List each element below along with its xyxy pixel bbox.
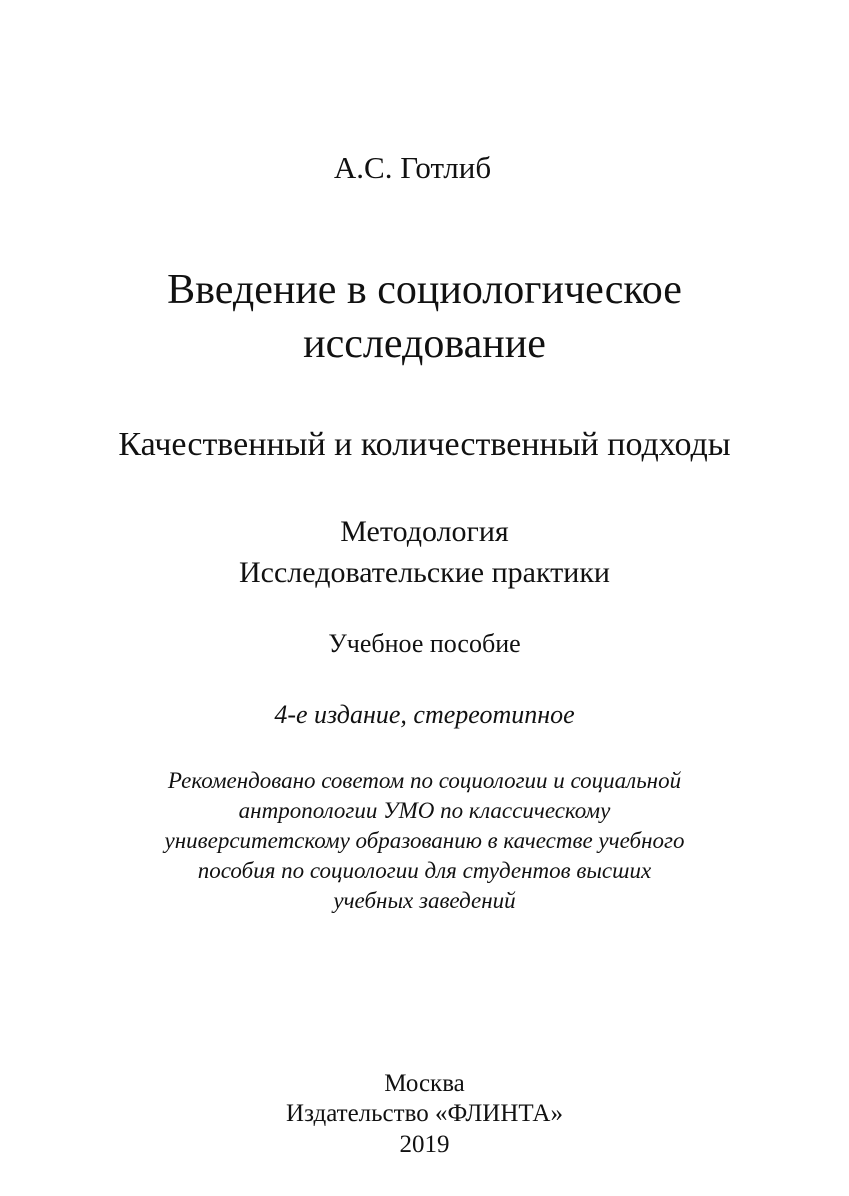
imprint-year: 2019 xyxy=(399,1131,450,1158)
imprint-city: Москва xyxy=(384,1070,465,1097)
imprint-publisher: Издательство «ФЛИНТА» xyxy=(286,1100,563,1127)
section-label-practices: Исследовательские практики xyxy=(239,556,610,589)
book-title-line-2: исследование xyxy=(303,321,546,367)
section-label-methodology: Методология xyxy=(340,515,509,548)
recommendation-line: учебных заведений xyxy=(333,888,516,913)
recommendation-line: Рекомендовано советом по социологии и социальной xyxy=(167,768,682,793)
edition-note: 4-е издание, стереотипное xyxy=(274,700,575,729)
author-name: А.С. Готлиб xyxy=(333,150,492,185)
recommendation-line: антропологии УМО по классическому xyxy=(238,798,611,823)
book-subtitle: Качественный и количественный подходы xyxy=(118,426,731,463)
publication-type: Учебное пособие xyxy=(328,629,521,658)
recommendation-line: университетскому образованию в качестве учебного xyxy=(164,828,685,853)
book-title-line-1: Введение в социологическое xyxy=(167,267,682,313)
recommendation-line: пособия по социологии для студентов высших xyxy=(197,858,652,883)
